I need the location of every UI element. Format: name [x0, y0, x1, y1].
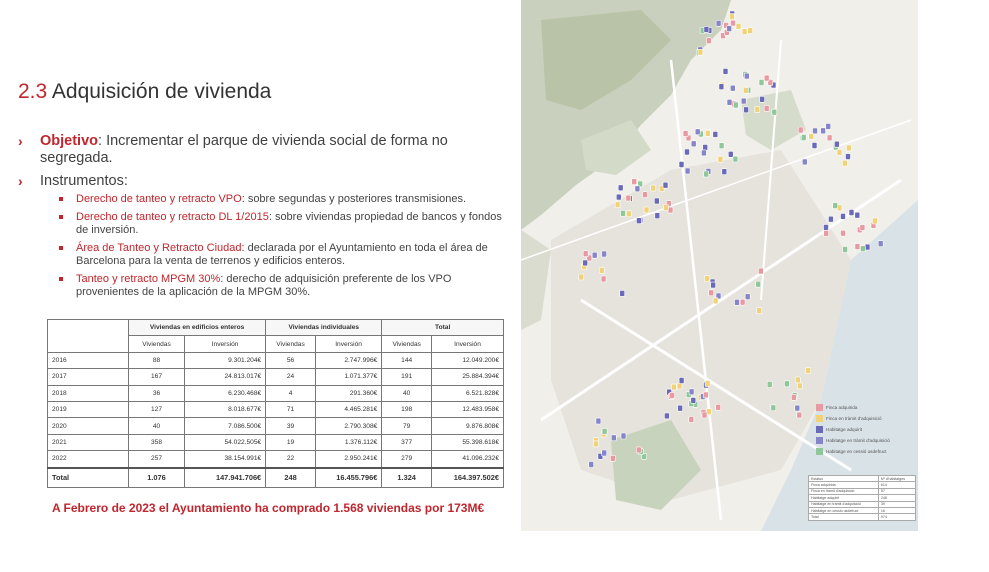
housing-marker-icon	[689, 389, 694, 395]
housing-marker-icon	[685, 168, 690, 174]
housing-marker-icon	[860, 246, 865, 252]
table-cell: 40	[382, 385, 432, 401]
housing-marker-icon	[602, 450, 607, 456]
table-corner	[48, 320, 129, 353]
housing-marker-icon	[704, 171, 709, 177]
housing-marker-icon	[872, 218, 877, 224]
chevron-right-icon: ›	[18, 133, 23, 149]
housing-marker-icon	[821, 128, 826, 134]
housing-marker-icon	[663, 205, 668, 211]
table-cell: 4	[266, 385, 316, 401]
legend-item	[814, 436, 914, 447]
housing-marker-icon	[744, 107, 749, 113]
housing-marker-icon	[677, 383, 682, 389]
column-header: Estatus	[809, 476, 879, 482]
housing-marker-icon	[733, 102, 738, 108]
legend-label: Finca en tràmit d'adquisició	[826, 416, 882, 421]
housing-marker-icon	[713, 298, 718, 304]
table-row	[48, 352, 504, 368]
housing-marker-icon	[722, 169, 727, 175]
table-cell: 6.230.468€	[185, 385, 266, 401]
cell: Habitatge en tràmit d'adquisició	[809, 501, 879, 507]
housing-marker-icon	[589, 462, 594, 468]
housing-marker-icon	[795, 377, 800, 383]
housing-marker-icon	[855, 212, 860, 218]
housing-marker-icon	[636, 447, 641, 453]
housing-marker-icon	[626, 211, 631, 217]
bullet-objetivo	[18, 133, 508, 167]
housing-marker-icon	[834, 141, 839, 147]
item-text: : declarada por el Ayuntamiento en toda el área de Barcelona para la venta de terrenos y edificios enteros.	[76, 242, 488, 267]
table-cell: 56	[266, 352, 316, 368]
table-cell: 1.376.112€	[315, 434, 381, 450]
year-cell: 2022	[48, 451, 129, 468]
housing-marker-icon	[654, 198, 659, 204]
housing-marker-icon	[740, 299, 745, 305]
housing-marker-icon	[813, 128, 818, 134]
year-cell: 2016	[48, 352, 129, 368]
cell: Total	[809, 514, 879, 520]
housing-marker-icon	[733, 156, 738, 162]
instrumentos-label: Instrumentos:	[40, 173, 128, 189]
housing-marker-icon	[651, 185, 656, 191]
housing-marker-icon	[704, 26, 709, 32]
table-cell: 38.154.991€	[185, 451, 266, 468]
housing-marker-icon	[760, 96, 765, 102]
housing-marker-icon	[695, 129, 700, 135]
objetivo-label: Objetivo	[40, 133, 99, 149]
housing-marker-icon	[620, 290, 625, 296]
table-row	[48, 451, 504, 468]
table-cell: 41.096.232€	[432, 451, 504, 468]
year-cell: 2017	[48, 369, 129, 385]
housing-marker-icon	[736, 23, 741, 29]
legend-item	[814, 425, 914, 436]
acquisition-table	[47, 319, 504, 488]
cell: Habitatge adquirit	[809, 495, 879, 501]
column-header: Viviendas	[266, 336, 316, 352]
table-cell: 7.086.500€	[185, 418, 266, 434]
housing-marker-icon	[670, 392, 675, 398]
year-cell: 2018	[48, 385, 129, 401]
housing-marker-icon	[826, 123, 831, 129]
housing-marker-icon	[729, 14, 734, 20]
housing-marker-icon	[671, 384, 676, 390]
housing-marker-icon	[824, 230, 829, 236]
housing-marker-icon	[705, 381, 710, 387]
total-cell: 1.076	[129, 468, 185, 488]
chevron-right-icon: ›	[18, 173, 23, 189]
housing-marker-icon	[744, 73, 749, 79]
table-cell: 54.022.505€	[185, 434, 266, 450]
table-cell: 39	[266, 418, 316, 434]
housing-marker-icon	[812, 143, 817, 149]
housing-marker-icon	[806, 368, 811, 374]
housing-marker-icon	[745, 294, 750, 300]
table-cell: 257	[129, 451, 185, 468]
cell: 16	[878, 507, 915, 513]
total-cell: 164.397.502€	[432, 468, 504, 488]
list-item	[40, 211, 508, 237]
table-row	[48, 418, 504, 434]
group-header: Viviendas individuales	[266, 320, 382, 336]
bullet-list	[18, 133, 508, 305]
group-header: Total	[382, 320, 504, 336]
housing-marker-icon	[878, 241, 883, 247]
housing-marker-icon	[742, 29, 747, 35]
legend-swatch	[816, 437, 823, 444]
housing-marker-icon	[702, 412, 707, 418]
table-cell: 12.049.200€	[432, 352, 504, 368]
housing-marker-icon	[797, 383, 802, 389]
table-cell: 24	[266, 369, 316, 385]
table-cell: 127	[129, 401, 185, 417]
item-text: : sobre viviendas propiedad de bancos y fondos de inversión.	[76, 211, 502, 236]
housing-marker-icon	[601, 276, 606, 282]
housing-marker-icon	[643, 192, 648, 198]
list-item	[40, 273, 508, 299]
table-cell: 6.521.828€	[432, 385, 504, 401]
housing-marker-icon	[583, 260, 588, 266]
housing-marker-icon	[602, 428, 607, 434]
housing-marker-icon	[756, 281, 761, 287]
item-highlight: Tanteo y retracto MPGM 30%	[76, 273, 221, 285]
table-cell: 55.398.618€	[432, 434, 504, 450]
housing-marker-icon	[705, 276, 710, 282]
column-header: Viviendas	[129, 336, 185, 352]
barcelona-map	[521, 0, 918, 531]
housing-marker-icon	[689, 417, 694, 423]
square-bullet-icon	[59, 246, 63, 250]
housing-marker-icon	[731, 20, 736, 26]
slide-title	[18, 80, 271, 104]
cell: Finca en tràmit d'adquisició	[809, 488, 879, 494]
housing-marker-icon	[764, 75, 769, 81]
group-header: Viviendas en edificios enteros	[129, 320, 266, 336]
housing-marker-icon	[691, 141, 696, 147]
section-number: 2.3	[18, 80, 48, 103]
table-row	[48, 401, 504, 417]
legend-item	[814, 403, 914, 414]
housing-marker-icon	[611, 435, 616, 441]
housing-marker-icon	[809, 133, 814, 139]
table-cell: 40	[129, 418, 185, 434]
table-cell: 2.790.308€	[315, 418, 381, 434]
housing-marker-icon	[741, 98, 746, 104]
housing-marker-icon	[846, 154, 851, 160]
legend-label: Habitatge en cessió usdefruct	[826, 449, 887, 454]
housing-marker-icon	[713, 131, 718, 137]
column-header: Inversión	[432, 336, 504, 352]
item-highlight: Derecho de tanteo y retracto DL 1/2015	[76, 211, 269, 223]
housing-marker-icon	[842, 160, 847, 166]
column-header: Inversión	[185, 336, 266, 352]
legend-item	[814, 414, 914, 425]
housing-marker-icon	[849, 210, 854, 216]
housing-marker-icon	[719, 84, 724, 90]
year-cell: 2021	[48, 434, 129, 450]
table-cell: 25.884.394€	[432, 369, 504, 385]
list-item	[40, 242, 508, 268]
housing-marker-icon	[802, 159, 807, 165]
housing-marker-icon	[594, 441, 599, 447]
total-cell: 147.941.706€	[185, 468, 266, 488]
instrumentos-list	[40, 193, 508, 299]
table-row	[48, 369, 504, 385]
table-cell: 8.018.677€	[185, 401, 266, 417]
housing-marker-icon	[843, 247, 848, 253]
housing-marker-icon	[711, 282, 716, 288]
square-bullet-icon	[59, 277, 63, 281]
housing-marker-icon	[596, 418, 601, 424]
legend-item	[814, 447, 914, 458]
square-bullet-icon	[59, 215, 63, 219]
table-cell: 1.071.377€	[315, 369, 381, 385]
housing-marker-icon	[678, 405, 683, 411]
housing-marker-icon	[824, 224, 829, 230]
total-cell: 1.324	[382, 468, 432, 488]
housing-marker-icon	[743, 87, 748, 93]
table-cell: 291.360€	[315, 385, 381, 401]
housing-marker-icon	[626, 195, 631, 201]
table-cell: 167	[129, 369, 185, 385]
map-legend	[814, 403, 914, 458]
housing-marker-icon	[797, 412, 802, 418]
table-body	[48, 352, 504, 487]
housing-marker-icon	[691, 397, 696, 403]
housing-marker-icon	[664, 413, 669, 419]
table-cell: 22	[266, 451, 316, 468]
table-cell: 71	[266, 401, 316, 417]
table-cell: 2.950.241€	[315, 451, 381, 468]
housing-marker-icon	[616, 194, 621, 200]
housing-marker-icon	[698, 49, 703, 55]
housing-marker-icon	[764, 105, 769, 111]
cell: 614	[878, 482, 915, 488]
table-cell: 191	[382, 369, 432, 385]
column-header: Inversión	[315, 336, 381, 352]
housing-marker-icon	[706, 38, 711, 44]
table-cell: 144	[382, 352, 432, 368]
housing-marker-icon	[599, 267, 604, 273]
housing-marker-icon	[772, 109, 777, 115]
housing-marker-icon	[602, 251, 607, 257]
total-row	[48, 468, 504, 488]
housing-marker-icon	[679, 162, 684, 168]
bullet-instrumentos	[18, 173, 508, 299]
housing-marker-icon	[757, 308, 762, 314]
housing-marker-icon	[718, 156, 723, 162]
year-cell: 2020	[48, 418, 129, 434]
table-cell: 36	[129, 385, 185, 401]
column-header: Nº d'habitatges	[878, 476, 915, 482]
legend-swatch	[816, 415, 823, 422]
objetivo-text: : Incrementar el parque de vivienda social de forma no segregada.	[40, 133, 448, 166]
housing-marker-icon	[655, 213, 660, 219]
housing-marker-icon	[771, 405, 776, 411]
table-cell: 279	[382, 451, 432, 468]
total-cell: 248	[266, 468, 316, 488]
housing-marker-icon	[828, 216, 833, 222]
housing-marker-icon	[735, 299, 740, 305]
total-cell: 16.455.796€	[315, 468, 381, 488]
table-cell: 9.301.204€	[185, 352, 266, 368]
housing-marker-icon	[632, 179, 637, 185]
housing-marker-icon	[727, 26, 732, 32]
housing-marker-icon	[795, 405, 800, 411]
legend-swatch	[816, 426, 823, 433]
housing-marker-icon	[636, 218, 641, 224]
housing-marker-icon	[705, 130, 710, 136]
title-text: Adquisición de vivienda	[51, 80, 272, 103]
housing-marker-icon	[833, 203, 838, 209]
table-cell: 88	[129, 352, 185, 368]
housing-marker-icon	[791, 394, 796, 400]
map-summary-table	[808, 475, 916, 521]
summary-note: A Febrero de 2023 el Ayuntamiento ha comprado 1.568 viviendas por 173M€	[52, 501, 485, 515]
housing-marker-icon	[748, 28, 753, 34]
cell: Habitatge en cessió usdefruct	[809, 507, 879, 513]
housing-marker-icon	[644, 207, 649, 213]
legend-swatch	[816, 404, 823, 411]
housing-marker-icon	[841, 213, 846, 219]
table-cell: 24.813.017€	[185, 369, 266, 385]
year-cell: 2019	[48, 401, 129, 417]
housing-marker-icon	[758, 268, 763, 274]
table-row	[48, 385, 504, 401]
housing-marker-icon	[798, 127, 803, 133]
housing-marker-icon	[592, 252, 597, 258]
table-cell: 2.747.996€	[315, 352, 381, 368]
housing-marker-icon	[855, 244, 860, 250]
cell: Finca adquirida	[809, 482, 879, 488]
housing-marker-icon	[703, 392, 708, 398]
housing-marker-icon	[837, 149, 842, 155]
housing-marker-icon	[716, 20, 721, 26]
housing-marker-icon	[621, 210, 626, 216]
housing-marker-icon	[683, 131, 688, 137]
housing-marker-icon	[668, 207, 673, 213]
column-header: Viviendas	[382, 336, 432, 352]
housing-marker-icon	[723, 68, 728, 74]
housing-marker-icon	[801, 135, 806, 141]
legend-label: Habitatge en tràmit d'adquisició	[826, 438, 890, 443]
housing-marker-icon	[759, 80, 764, 86]
housing-marker-icon	[767, 382, 772, 388]
housing-marker-icon	[679, 378, 684, 384]
table-row	[48, 434, 504, 450]
housing-marker-icon	[685, 149, 690, 155]
housing-marker-icon	[755, 107, 760, 113]
cell: 248	[878, 495, 915, 501]
cell: 39	[878, 501, 915, 507]
item-text: : derecho de adquisición preferente de los VPO provenientes de la aplicación de la MPGM 30%.	[76, 273, 452, 298]
table-cell: 4.465.281€	[315, 401, 381, 417]
housing-marker-icon	[579, 274, 584, 280]
legend-label: Habitatge adquirit	[826, 427, 863, 432]
cell: 57	[878, 488, 915, 494]
housing-marker-icon	[846, 145, 851, 151]
table-cell: 79	[382, 418, 432, 434]
table-cell: 19	[266, 434, 316, 450]
table-cell: 377	[382, 434, 432, 450]
table-cell: 358	[129, 434, 185, 450]
housing-marker-icon	[719, 143, 724, 149]
housing-marker-icon	[716, 404, 721, 410]
item-highlight: Derecho de tanteo y retracto VPO	[76, 193, 242, 205]
housing-marker-icon	[615, 202, 620, 208]
housing-marker-icon	[583, 251, 588, 257]
housing-marker-icon	[618, 185, 623, 191]
total-cell: Total	[48, 468, 129, 488]
housing-marker-icon	[827, 135, 832, 141]
table-cell: 198	[382, 401, 432, 417]
housing-marker-icon	[728, 151, 733, 157]
housing-marker-icon	[860, 225, 865, 231]
list-item	[40, 193, 508, 206]
cell: 974	[878, 514, 915, 520]
housing-marker-icon	[635, 186, 640, 192]
housing-marker-icon	[727, 99, 732, 105]
table-cell: 12.483.958€	[432, 401, 504, 417]
housing-marker-icon	[784, 381, 789, 387]
housing-marker-icon	[709, 290, 714, 296]
square-bullet-icon	[59, 197, 63, 201]
housing-marker-icon	[841, 230, 846, 236]
housing-marker-icon	[610, 455, 615, 461]
item-text: : sobre segundas y posteriores transmisiones.	[241, 193, 467, 205]
item-highlight: Área de Tanteo y Retracto Ciudad	[76, 242, 242, 254]
housing-marker-icon	[701, 150, 706, 156]
legend-swatch	[816, 448, 823, 455]
housing-marker-icon	[865, 244, 870, 250]
housing-marker-icon	[730, 85, 735, 91]
table-cell: 9.876.808€	[432, 418, 504, 434]
housing-marker-icon	[663, 182, 668, 188]
legend-label: Finca adquirida	[826, 405, 858, 410]
housing-marker-icon	[621, 433, 626, 439]
